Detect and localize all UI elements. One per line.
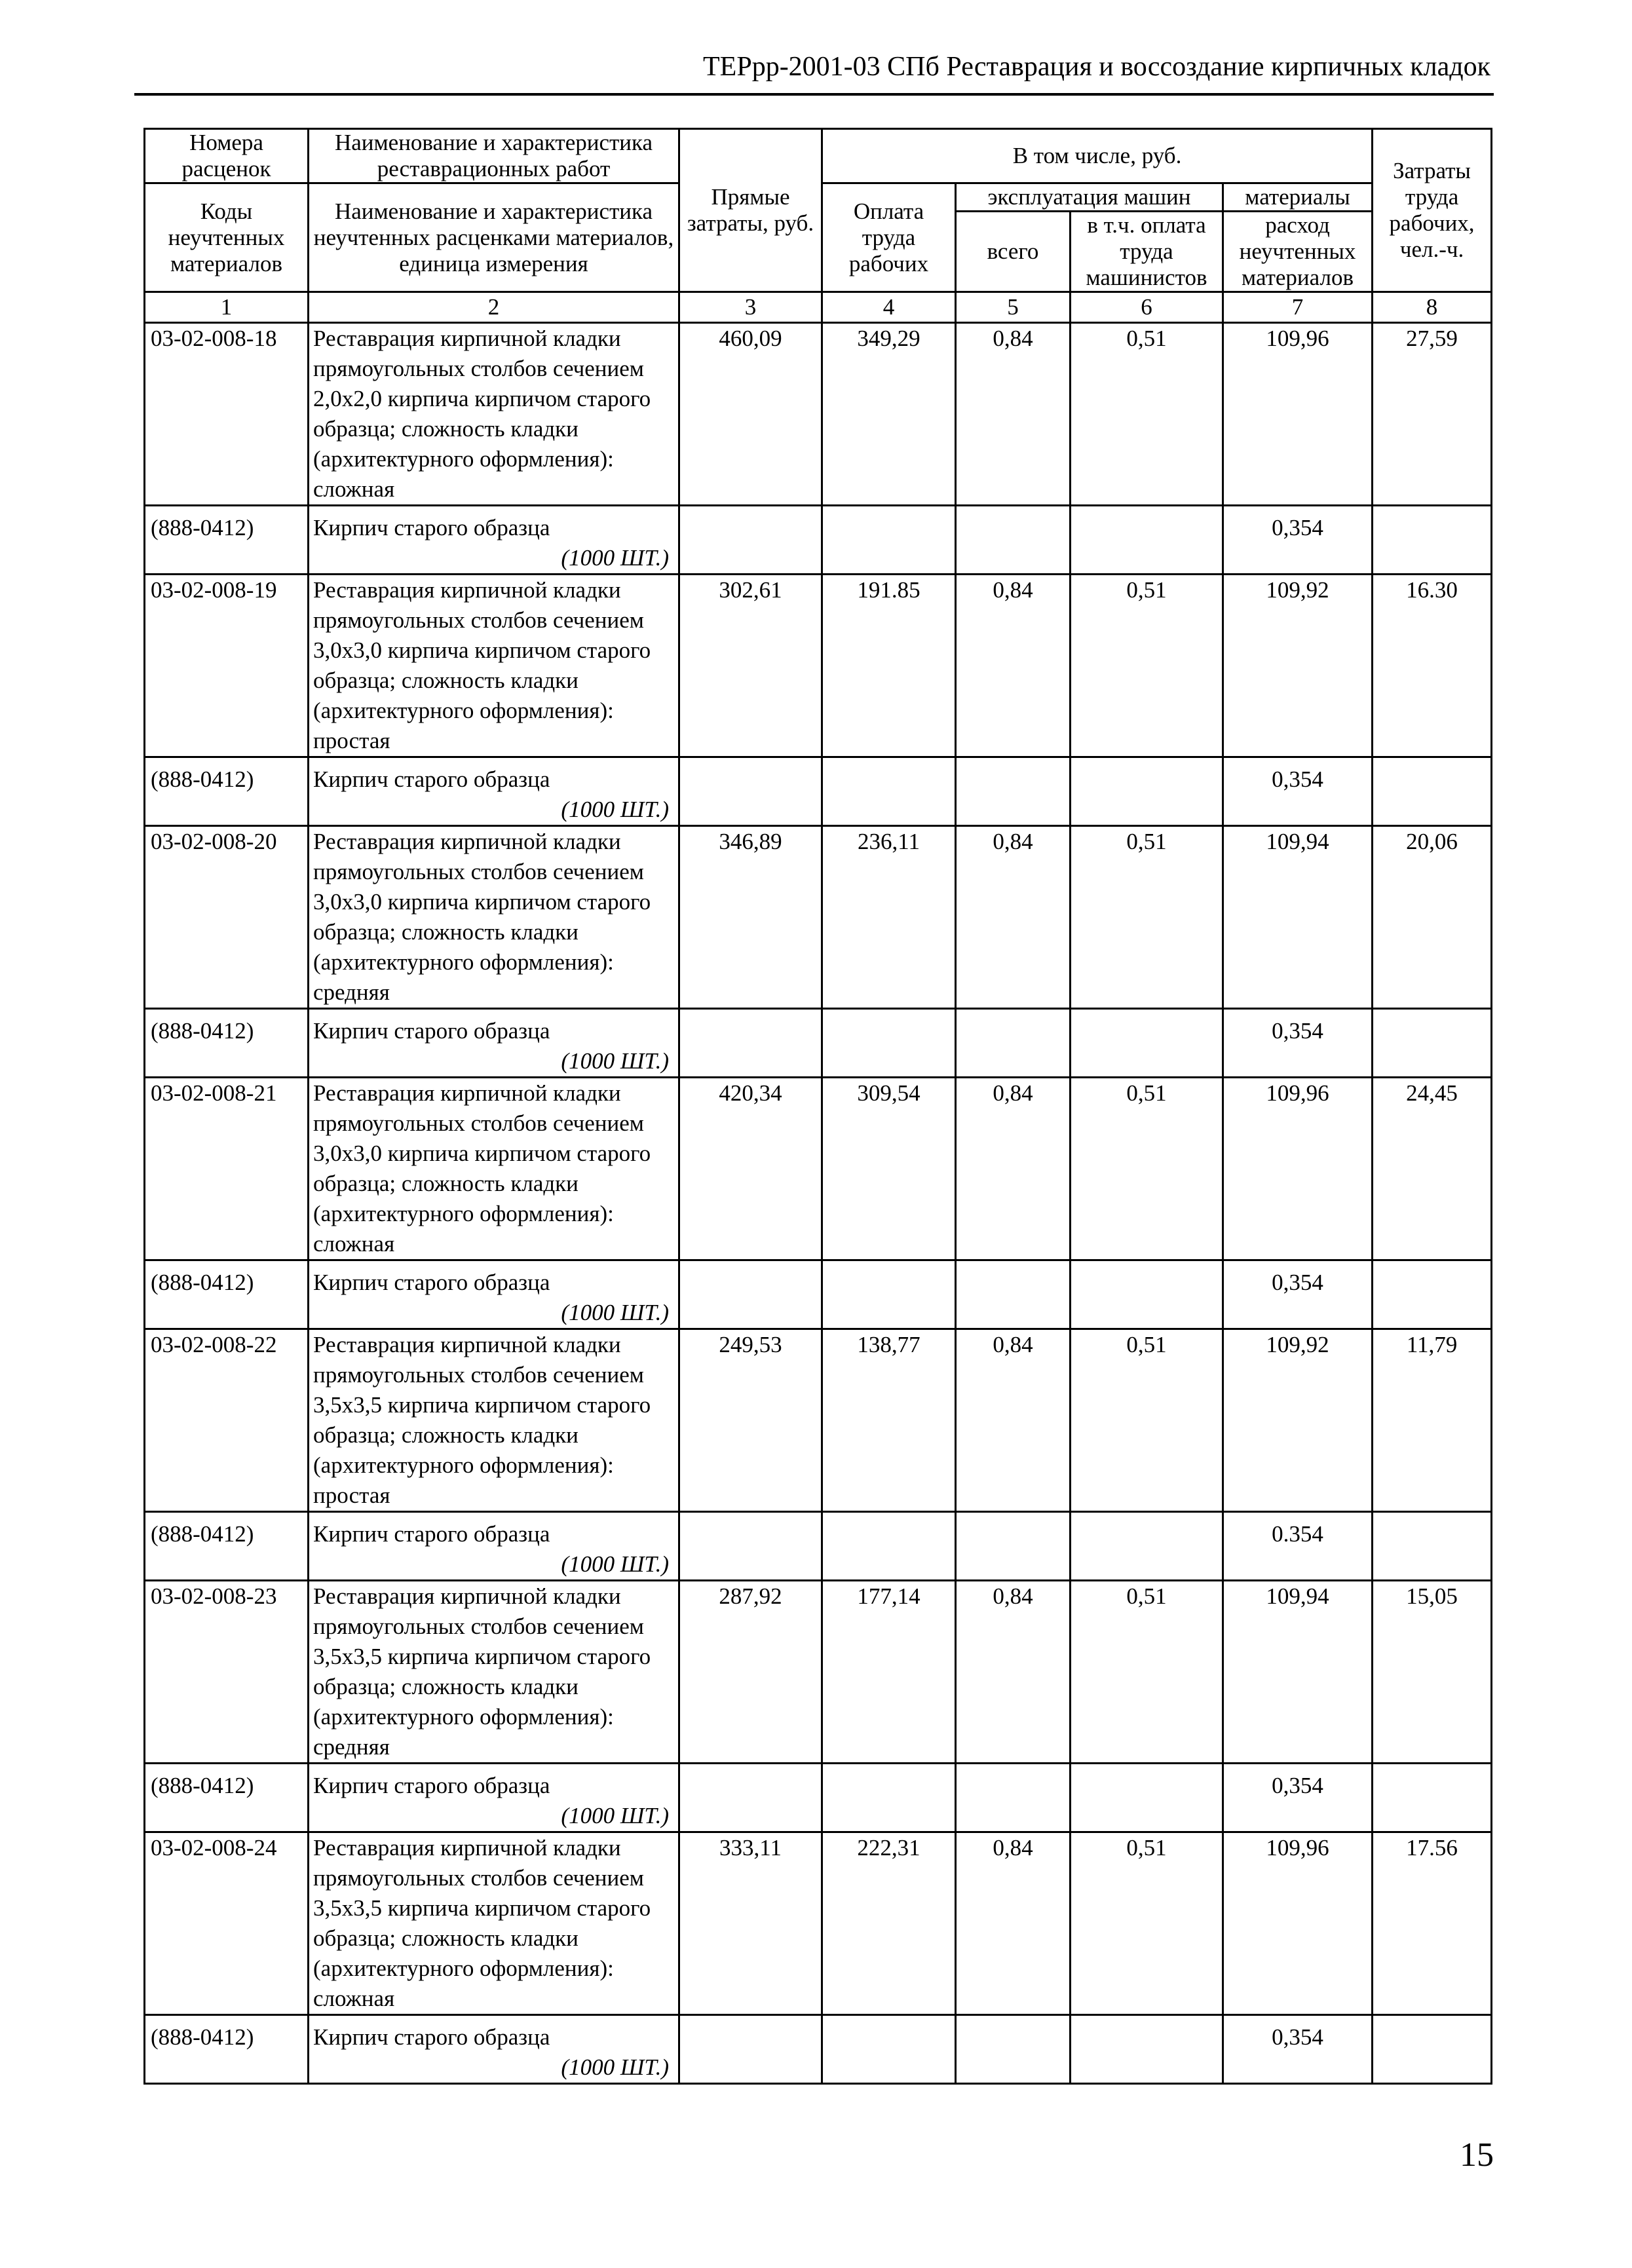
material-cell: [309, 1009, 679, 1078]
material-row: [145, 1260, 1492, 1329]
head-name-rate: Наименование и характеристика реставрационных работ: [309, 129, 679, 183]
empty-cell: [956, 1009, 1071, 1078]
material-quantity: 0.354: [1223, 1512, 1373, 1581]
material-code: (888-0412): [145, 757, 309, 826]
table-row: [145, 1078, 1492, 1260]
material-code: (888-0412): [145, 1260, 309, 1329]
empty-cell: [679, 1260, 822, 1329]
rate-machinists: 0,51: [1071, 1078, 1223, 1260]
empty-cell: [1071, 506, 1223, 575]
table-head: [145, 129, 1492, 292]
material-quantity: 0,354: [1223, 757, 1373, 826]
rate-machinists: 0,51: [1071, 1329, 1223, 1512]
table-row: [145, 826, 1492, 1009]
material-unit: (1000 ШТ.): [561, 1048, 669, 1074]
material-name: Кирпич старого образца: [313, 1270, 550, 1295]
material-code: (888-0412): [145, 1512, 309, 1581]
rate-code: 03-02-008-21: [145, 1078, 309, 1260]
table-row: [145, 1581, 1492, 1764]
material-cell: [309, 2015, 679, 2084]
empty-cell: [956, 757, 1071, 826]
rates-table: [143, 128, 1492, 2085]
column-numbers-row: [145, 292, 1492, 323]
empty-cell: [1373, 2015, 1492, 2084]
material-cell: [309, 1260, 679, 1329]
rate-materials: 109,92: [1223, 575, 1373, 757]
rate-direct: 346,89: [679, 826, 822, 1009]
rate-description: Реставрация кирпичной кладки прямоугольных столбов сечением 3,5х3,5 кирпича кирпичом старого образца; сложность кладки (архитектурного оформления): средняя: [309, 1581, 679, 1764]
material-row: [145, 1512, 1492, 1581]
table-row: [145, 323, 1492, 506]
rate-labor: 11,79: [1373, 1329, 1492, 1512]
column-number: 3: [679, 292, 822, 323]
header-rule: [134, 93, 1494, 96]
material-unit: (1000 ШТ.): [561, 797, 669, 822]
empty-cell: [956, 2015, 1071, 2084]
material-unit: (1000 ШТ.): [561, 545, 669, 571]
material-quantity: 0,354: [1223, 506, 1373, 575]
table-row: [145, 575, 1492, 757]
rate-direct: 460,09: [679, 323, 822, 506]
empty-cell: [1373, 1260, 1492, 1329]
column-number: 8: [1373, 292, 1492, 323]
material-row: [145, 1009, 1492, 1078]
rate-machines: 0,84: [956, 1581, 1071, 1764]
material-quantity: 0,354: [1223, 1260, 1373, 1329]
empty-cell: [1373, 1512, 1492, 1581]
rate-machines: 0,84: [956, 826, 1071, 1009]
empty-cell: [822, 1512, 956, 1581]
empty-cell: [1373, 757, 1492, 826]
empty-cell: [1071, 1009, 1223, 1078]
rate-wages: 349,29: [822, 323, 956, 506]
rate-description: Реставрация кирпичной кладки прямоугольных столбов сечением 3,5х3,5 кирпича кирпичом старого образца; сложность кладки (архитектурного оформления): сложная: [309, 1832, 679, 2015]
material-row: [145, 1764, 1492, 1832]
head-materials-consumption: расход неучтенных материалов: [1223, 212, 1373, 292]
head-materials: материалы: [1223, 183, 1373, 212]
rate-code: 03-02-008-18: [145, 323, 309, 506]
rate-description: Реставрация кирпичной кладки прямоугольных столбов сечением 3,0х3,0 кирпича кирпичом старого образца; сложность кладки (архитектурного оформления): сложная: [309, 1078, 679, 1260]
head-including: В том числе, руб.: [822, 129, 1373, 183]
material-unit: (1000 ШТ.): [561, 2054, 669, 2080]
empty-cell: [822, 506, 956, 575]
rate-materials: 109,96: [1223, 1832, 1373, 2015]
material-name: Кирпич старого образца: [313, 515, 550, 540]
rate-materials: 109,94: [1223, 826, 1373, 1009]
table-row: [145, 1832, 1492, 2015]
rate-labor: 20,06: [1373, 826, 1492, 1009]
material-cell: [309, 1764, 679, 1832]
rate-labor: 27,59: [1373, 323, 1492, 506]
head-direct-costs: Прямые затраты, руб.: [679, 129, 822, 292]
empty-cell: [956, 506, 1071, 575]
material-quantity: 0,354: [1223, 1764, 1373, 1832]
rate-labor: 15,05: [1373, 1581, 1492, 1764]
material-code: (888-0412): [145, 1009, 309, 1078]
empty-cell: [679, 1512, 822, 1581]
column-number: 2: [309, 292, 679, 323]
empty-cell: [822, 1009, 956, 1078]
material-name: Кирпич старого образца: [313, 2024, 550, 2050]
rate-code: 03-02-008-19: [145, 575, 309, 757]
rate-wages: 222,31: [822, 1832, 956, 2015]
column-number: 1: [145, 292, 309, 323]
material-code: (888-0412): [145, 1764, 309, 1832]
page-number: 15: [1460, 2136, 1494, 2174]
empty-cell: [1373, 506, 1492, 575]
rate-direct: 287,92: [679, 1581, 822, 1764]
head-machines-wages: в т.ч. оплата труда машинистов: [1071, 212, 1223, 292]
rate-description: Реставрация кирпичной кладки прямоугольных столбов сечением 3,0х3,0 кирпича кирпичом старого образца; сложность кладки (архитектурного оформления): средняя: [309, 826, 679, 1009]
material-quantity: 0,354: [1223, 1009, 1373, 1078]
material-unit: (1000 ШТ.): [561, 1300, 669, 1325]
rate-machinists: 0,51: [1071, 1581, 1223, 1764]
rate-direct: 249,53: [679, 1329, 822, 1512]
empty-cell: [822, 2015, 956, 2084]
rate-machinists: 0,51: [1071, 1832, 1223, 2015]
empty-cell: [956, 1764, 1071, 1832]
table-row: [145, 1329, 1492, 1512]
empty-cell: [822, 1260, 956, 1329]
column-number: 4: [822, 292, 956, 323]
rate-wages: 177,14: [822, 1581, 956, 1764]
head-name-materials: Наименование и характеристика неучтенных расценками материалов, единица измерения: [309, 183, 679, 292]
rate-wages: 191.85: [822, 575, 956, 757]
empty-cell: [822, 757, 956, 826]
column-number: 6: [1071, 292, 1223, 323]
material-cell: [309, 1512, 679, 1581]
empty-cell: [679, 1764, 822, 1832]
rate-code: 03-02-008-24: [145, 1832, 309, 2015]
rate-materials: 109,96: [1223, 1078, 1373, 1260]
rate-machinists: 0,51: [1071, 575, 1223, 757]
rate-materials: 109,96: [1223, 323, 1373, 506]
rate-code: 03-02-008-20: [145, 826, 309, 1009]
head-wages: Оплата труда рабочих: [822, 183, 956, 292]
rate-machines: 0,84: [956, 1078, 1071, 1260]
rate-machinists: 0,51: [1071, 323, 1223, 506]
material-row: [145, 757, 1492, 826]
empty-cell: [1071, 1512, 1223, 1581]
rate-description: Реставрация кирпичной кладки прямоугольных столбов сечением 3,0х3,0 кирпича кирпичом старого образца; сложность кладки (архитектурного оформления): простая: [309, 575, 679, 757]
empty-cell: [1071, 757, 1223, 826]
head-labor: Затраты труда рабочих, чел.-ч.: [1373, 129, 1492, 292]
material-name: Кирпич старого образца: [313, 1773, 550, 1798]
material-name: Кирпич старого образца: [313, 1018, 550, 1044]
empty-cell: [1373, 1764, 1492, 1832]
column-number: 5: [956, 292, 1071, 323]
rate-machines: 0,84: [956, 575, 1071, 757]
material-unit: (1000 ШТ.): [561, 1551, 669, 1577]
rate-code: 03-02-008-22: [145, 1329, 309, 1512]
rate-wages: 236,11: [822, 826, 956, 1009]
empty-cell: [679, 2015, 822, 2084]
head-machines-total: всего: [956, 212, 1071, 292]
rate-labor: 24,45: [1373, 1078, 1492, 1260]
rate-labor: 16.30: [1373, 575, 1492, 757]
head-rate-numbers: Номера расценок: [145, 129, 309, 183]
empty-cell: [679, 506, 822, 575]
empty-cell: [822, 1764, 956, 1832]
rate-direct: 420,34: [679, 1078, 822, 1260]
empty-cell: [956, 1260, 1071, 1329]
empty-cell: [679, 1009, 822, 1078]
empty-cell: [1373, 1009, 1492, 1078]
empty-cell: [679, 757, 822, 826]
head-machines: эксплуатация машин: [956, 183, 1223, 212]
page-header-title: ТЕРрр-2001-03 СПб Реставрация и воссоздание кирпичных кладок: [703, 52, 1490, 82]
rate-description: Реставрация кирпичной кладки прямоугольных столбов сечением 2,0х2,0 кирпича кирпичом старого образца; сложность кладки (архитектурного оформления): сложная: [309, 323, 679, 506]
material-code: (888-0412): [145, 506, 309, 575]
material-quantity: 0,354: [1223, 2015, 1373, 2084]
material-code: (888-0412): [145, 2015, 309, 2084]
rate-machines: 0,84: [956, 1329, 1071, 1512]
empty-cell: [1071, 2015, 1223, 2084]
material-cell: [309, 757, 679, 826]
rate-machines: 0,84: [956, 323, 1071, 506]
rate-machinists: 0,51: [1071, 826, 1223, 1009]
material-name: Кирпич старого образца: [313, 1521, 550, 1547]
rate-code: 03-02-008-23: [145, 1581, 309, 1764]
material-row: [145, 506, 1492, 575]
rate-labor: 17.56: [1373, 1832, 1492, 2015]
material-unit: (1000 ШТ.): [561, 1803, 669, 1828]
empty-cell: [1071, 1260, 1223, 1329]
column-number: 7: [1223, 292, 1373, 323]
empty-cell: [956, 1512, 1071, 1581]
rate-description: Реставрация кирпичной кладки прямоугольных столбов сечением 3,5х3,5 кирпича кирпичом старого образца; сложность кладки (архитектурного оформления): простая: [309, 1329, 679, 1512]
rate-wages: 138,77: [822, 1329, 956, 1512]
rate-machines: 0,84: [956, 1832, 1071, 2015]
head-codes: Коды неучтенных материалов: [145, 183, 309, 292]
rate-materials: 109,92: [1223, 1329, 1373, 1512]
rate-wages: 309,54: [822, 1078, 956, 1260]
rate-direct: 302,61: [679, 575, 822, 757]
rate-direct: 333,11: [679, 1832, 822, 2015]
material-name: Кирпич старого образца: [313, 766, 550, 792]
empty-cell: [1071, 1764, 1223, 1832]
material-cell: [309, 506, 679, 575]
material-row: [145, 2015, 1492, 2084]
table-body: [145, 292, 1492, 2084]
rate-materials: 109,94: [1223, 1581, 1373, 1764]
